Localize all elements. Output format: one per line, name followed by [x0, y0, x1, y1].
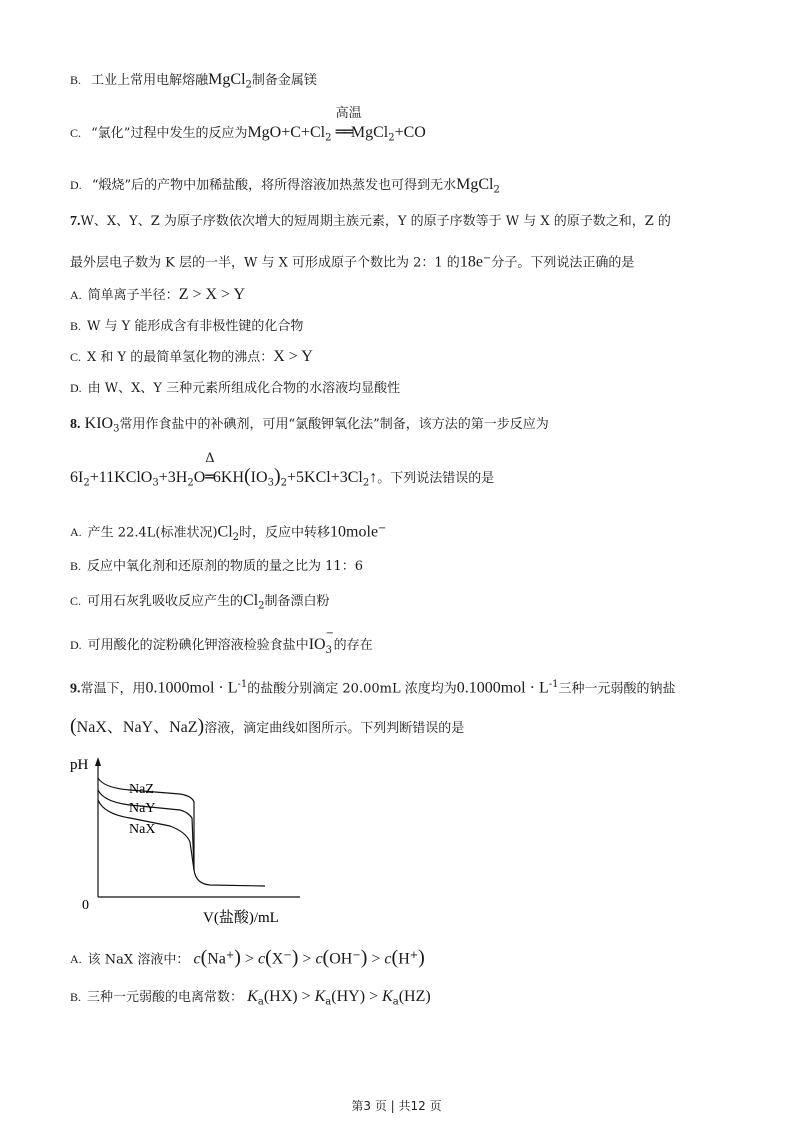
- formula: c: [258, 950, 266, 968]
- question-text: 分子。下列说法正确的是: [491, 255, 635, 271]
- formula: +3H: [158, 469, 188, 486]
- formula: 18e: [459, 253, 483, 271]
- option-label: D.: [70, 381, 82, 395]
- superscript: −: [378, 523, 387, 534]
- subscript: a: [392, 996, 399, 1008]
- operator: >: [244, 950, 254, 968]
- option-c-line: [70, 106, 426, 149]
- formula: X > Y: [273, 348, 313, 365]
- subscript: 2: [258, 600, 265, 612]
- question-text: 常用作食盐中的补碘剂，可用“氯酸钾氧化法”制备，该方法的第一步反应为: [119, 417, 549, 432]
- condition-text: 高温: [335, 106, 362, 121]
- formula: +5KCl+3Cl: [286, 469, 363, 486]
- subscript: 3: [113, 423, 120, 435]
- q9-stem-line2: (NaX、NaY、NaZ)溶液，滴定曲线如图所示。下列判断错误的是: [70, 715, 465, 737]
- q9-stem-line1: [70, 675, 675, 699]
- formula: Z > X > Y: [178, 286, 246, 303]
- question-text: 最外层电子数为 K 层的一半，W 与 X 可形成原子个数比为 2：1 的: [70, 255, 460, 271]
- superscript: −: [325, 628, 334, 639]
- formula: c: [315, 950, 323, 968]
- curve-label-nay: NaY: [129, 801, 156, 816]
- formula: K: [247, 988, 258, 1005]
- formula: 10mole: [330, 523, 379, 541]
- subscript: 2: [187, 477, 194, 489]
- superscript: +: [409, 950, 419, 961]
- option-text: 由 W、X、Y 三种元素所组成化合物的水溶液均显酸性: [87, 381, 401, 396]
- option-text: 的存在: [333, 638, 373, 653]
- formula: 6I: [70, 469, 84, 486]
- operator: >: [301, 988, 311, 1005]
- formula: K: [382, 988, 393, 1005]
- formula: Cl: [243, 592, 259, 609]
- subscript: 2: [280, 477, 287, 489]
- formula: 0.1000mol · L: [145, 679, 238, 697]
- q8-option-d: [70, 628, 373, 656]
- q8-option-c: [70, 591, 330, 617]
- curve-label-naz: NaZ: [129, 782, 154, 797]
- question-number: 9.: [70, 681, 81, 697]
- superscript: +: [225, 950, 235, 961]
- option-text: 工业上常用电解熔融: [91, 73, 209, 88]
- superscript: -1: [548, 679, 559, 690]
- y-axis-arrow: [95, 757, 101, 766]
- formula: +CO: [394, 124, 426, 141]
- option-d-line: [70, 175, 500, 201]
- q7-option-b: [70, 316, 303, 337]
- formula: MgCl: [208, 71, 246, 88]
- formula: Na: [207, 950, 226, 968]
- subscript: a: [257, 996, 264, 1008]
- subscript: 2: [325, 132, 332, 144]
- q7-option-c: [70, 347, 313, 368]
- question-number: 7.: [70, 214, 81, 229]
- q9-option-a: A. 该 NaX 溶液中： c(Na+) > c(X−) > c(OH−) > c(H+): [70, 946, 425, 969]
- question-text: 三种一元弱酸的钠盐: [558, 681, 676, 697]
- formula: H: [398, 950, 410, 968]
- q8-equation-line: $6I_2+11KClO_3+3H_2O$ Δ $═6KH(IO_3)_2+5KCl+3Cl_2↑$。下列说法错误的是: [70, 451, 495, 489]
- formula: OH: [329, 950, 353, 968]
- superscript: −: [283, 950, 292, 961]
- q8-option-b: [70, 556, 363, 577]
- page-footer: 第3 页 | 共12 页: [351, 1099, 442, 1113]
- formula: IO: [308, 636, 326, 653]
- question-number: 8.: [70, 417, 81, 432]
- superscript: −: [482, 253, 492, 264]
- q8-stem-line1: [70, 414, 549, 440]
- formula: MgCl: [350, 124, 389, 141]
- question-text: 溶液，滴定曲线如图所示。下列判断错误的是: [204, 721, 465, 736]
- option-text: “氯化”过程中发生的反应为: [91, 126, 248, 141]
- condition-text: Δ: [205, 451, 215, 466]
- option-text: 制备漂白粉: [264, 594, 330, 609]
- option-text: 时，反应中转移: [239, 525, 331, 541]
- option-text: 可用石灰乳吸收反应产生的: [87, 594, 244, 609]
- option-text: “煅烧”后的产物中加稀盐酸，将所得溶液加热蒸发也可得到无水: [91, 178, 457, 193]
- gas-arrow: ↑: [369, 469, 378, 486]
- option-label: D.: [70, 178, 82, 192]
- formula: MgO+C+Cl: [247, 124, 326, 141]
- option-label: C.: [70, 594, 82, 608]
- superscript: −: [352, 950, 361, 961]
- option-text: W 与 Y 能形成含有非极性键的化合物: [87, 319, 304, 334]
- formula: (HZ): [398, 988, 431, 1005]
- subscript: 2: [493, 184, 500, 196]
- subscript: 3: [267, 477, 274, 489]
- q7-stem-line2: [70, 249, 634, 273]
- subscript: 3: [152, 477, 159, 489]
- question-text: 的盐酸分别滴定 20.00mL 浓度均为: [247, 681, 457, 697]
- option-label: A.: [70, 288, 82, 302]
- option-label: A.: [70, 952, 82, 967]
- option-b-line: [70, 70, 317, 96]
- q8-option-a: [70, 519, 386, 548]
- q7-option-d: [70, 378, 400, 399]
- operator: >: [302, 950, 312, 968]
- formula: MgCl: [456, 176, 494, 193]
- formula: (HX): [263, 988, 298, 1005]
- option-text: 产生 22.4L(标准状况): [87, 525, 218, 541]
- option-label: C.: [70, 126, 82, 140]
- option-text: 该 NaX 溶液中：: [87, 952, 190, 968]
- option-label: D.: [70, 638, 82, 652]
- q9-option-b: [70, 987, 431, 1013]
- formula: X: [271, 950, 284, 968]
- subscript: 3: [325, 645, 332, 656]
- option-label: A.: [70, 525, 82, 540]
- question-text: W、X、Y、Z 为原子序数依次增大的短周期主族元素，Y 的原子序数等于 W 与 X 的原子数之和，Z 的: [80, 214, 671, 229]
- titration-chart: [60, 752, 320, 932]
- subscript: 2: [388, 132, 395, 144]
- operator: >: [369, 988, 379, 1005]
- y-axis-label: pH: [70, 757, 89, 773]
- formula: KIO: [84, 415, 114, 432]
- formula: c: [193, 950, 201, 968]
- question-text: 。下列说法错误的是: [377, 471, 495, 486]
- subscript: a: [325, 996, 332, 1008]
- formula: +11KClO: [89, 469, 153, 486]
- formula: IO: [250, 469, 268, 486]
- formula: (HY): [331, 988, 366, 1005]
- option-label: B.: [70, 73, 82, 87]
- formula: NaX、NaY、NaZ: [76, 719, 198, 736]
- operator: >: [371, 950, 381, 968]
- q7-option-a: [70, 285, 245, 306]
- option-text: X 和 Y 的最简单氢化物的沸点：: [87, 350, 274, 365]
- option-text: 简单离子半径：: [87, 288, 179, 303]
- reaction-condition: Δ ═: [205, 451, 215, 486]
- formula: 6KH: [212, 469, 244, 486]
- option-label: C.: [70, 350, 82, 364]
- x-axis-label: V(盐酸)/mL: [203, 910, 279, 926]
- curve-label-nax: NaX: [129, 822, 156, 837]
- option-label: B.: [70, 990, 82, 1004]
- option-text: 可用酸化的淀粉碘化钾溶液检验食盐中: [87, 638, 309, 653]
- formula: Cl: [217, 523, 233, 541]
- option-text: 反应中氧化剂和还原剂的物质的量之比为 11：6: [87, 559, 363, 574]
- subscript: 2: [245, 79, 252, 91]
- subscript: 2: [232, 531, 240, 543]
- origin-label: 0: [82, 898, 89, 913]
- q7-stem-line1: [70, 212, 671, 232]
- option-text: 制备金属镁: [251, 73, 317, 88]
- reaction-condition: 高温 ══: [335, 106, 362, 141]
- formula: 0.1000mol · L: [456, 679, 549, 697]
- formula: O: [193, 469, 206, 486]
- formula: c: [384, 950, 392, 968]
- option-label: B.: [70, 319, 82, 333]
- subscript: 2: [362, 477, 370, 489]
- option-label: B.: [70, 559, 82, 573]
- option-text: 三种一元弱酸的电离常数：: [87, 990, 244, 1005]
- formula: K: [314, 988, 326, 1005]
- sub-sup-stack: [325, 628, 334, 656]
- subscript: 2: [83, 477, 90, 489]
- question-text: 常温下，用: [80, 681, 146, 697]
- superscript: -1: [237, 679, 248, 690]
